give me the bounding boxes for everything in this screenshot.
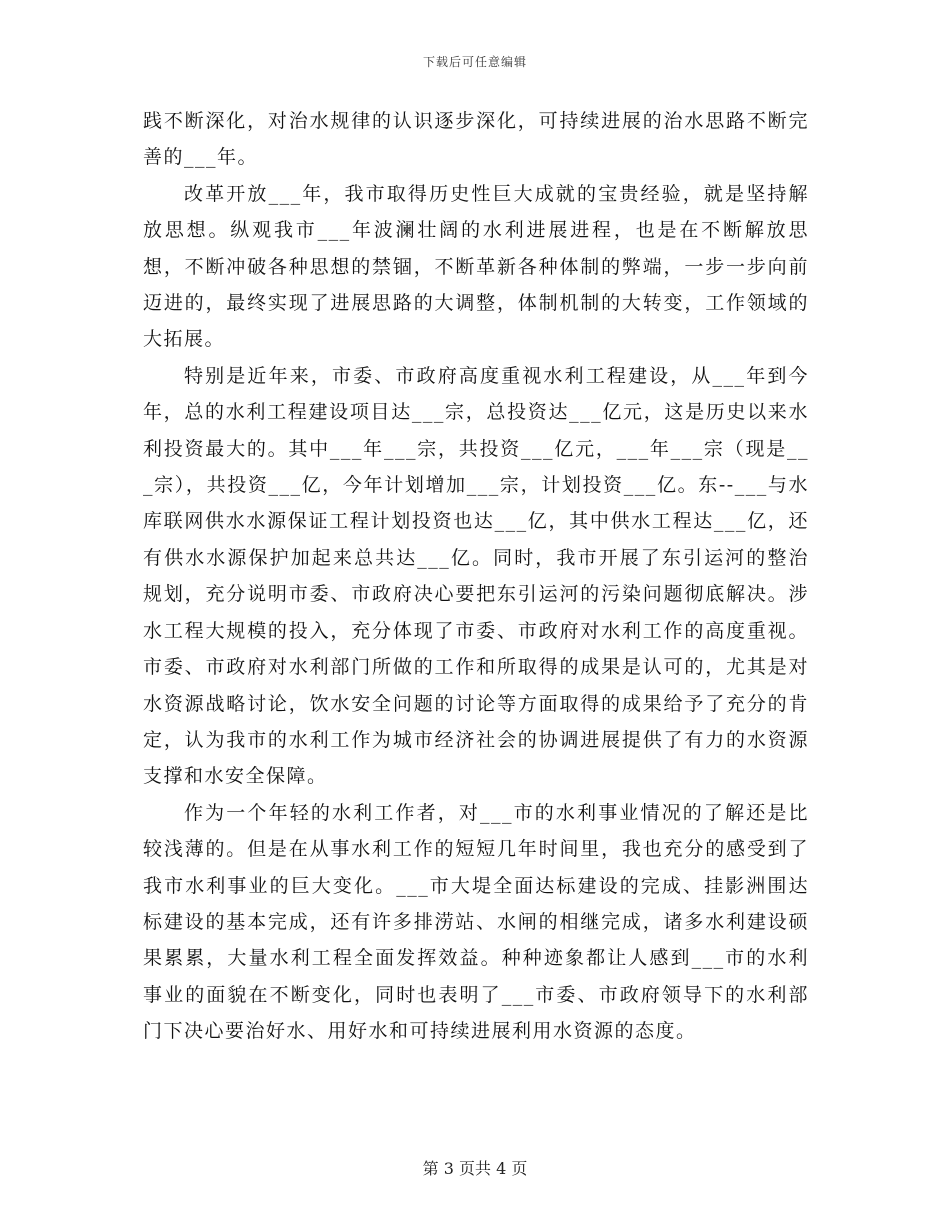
page-footer: 第 3 页共 4 页 bbox=[422, 1159, 528, 1178]
paragraph-reform: 改革开放___年，我市取得历史性巨大成就的宝贵经验，就是坚持解放思想。纵观我市___年波澜壮阔的水利进展进程，也是在不断解放思想，不断冲破各种思想的禁锢，不断革新各种体制的弊端，一步一步向前迈进的，最终实现了进展思路的大调整，体制机制的大转变，工作领域的大拓展。 bbox=[143, 182, 809, 351]
paragraph-investment: 特别是近年来，市委、市政府高度重视水利工程建设，从___年到今年，总的水利工程建设项目达___宗，总投资达___亿元，这是历史以来水利投资最大的。其中___年___宗，共投资___亿元，___年___宗（现是___宗），共投资___亿，今年计划增加___宗，计划投资___亿。东--___与水库联网供水水源保证工程计划投资也达___亿，其中供水工程达___亿，还有供水水源保护加起来总共达___亿。同时，我市开展了东引运河的整治规划，充分说明市委、市政府决心要把东引运河的污染问题彻底解决。涉水工程大规模的投入，充分体现了市委、市政府对水利工作的高度重视。市委、市政府对水利部门所做的工作和所取得的成果是认可的，尤其是对水资源战略讨论，饮水安全问题的讨论等方面取得的成果给予了充分的肯定，认为我市的水利工作为城市经济社会的协调进展提供了有力的水资源支撑和水安全保障。 bbox=[143, 364, 809, 788]
page-header: 下载后可任意编辑 bbox=[422, 55, 527, 69]
paragraph-continued: 践不断深化，对治水规律的认识逐步深化，可持续进展的治水思路不断完善的___年。 bbox=[143, 110, 809, 169]
document-body bbox=[143, 103, 809, 1050]
paragraph-personal: 作为一个年轻的水利工作者，对___市的水利事业情况的了解还是比较浅薄的。但是在从事水利工作的短短几年时间里，我也充分的感受到了我市水利事业的巨大变化。___市大堤全面达标建设的完成、挂影洲围达标建设的基本完成，还有许多排涝站、水闸的相继完成，诸多水利建设硕果累累，大量水利工程全面发挥效益。种种迹象都让人感到___市的水利事业的面貌在不断变化，同时也表明了___市委、市政府领导下的水利部门下决心要治好水、用好水和可持续进展利用水资源的态度。 bbox=[143, 801, 809, 1043]
